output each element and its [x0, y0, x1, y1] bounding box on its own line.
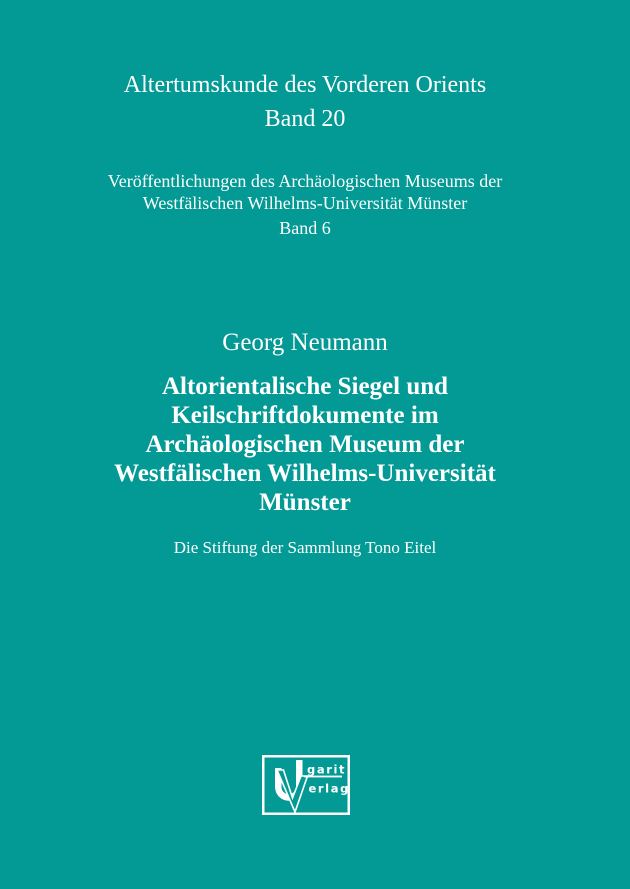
- subseries-band-number: Band 6: [279, 218, 331, 238]
- book-title-line-5: Münster: [259, 489, 351, 516]
- subseries-line-2: Westfälischen Wilhelms-Universität Münster: [142, 193, 468, 213]
- logo-text-garit: garit: [307, 762, 347, 777]
- series-title: Altertumskunde des Vorderen Orients: [123, 72, 487, 98]
- ugarit-verlag-logo-icon: [262, 755, 350, 815]
- series-band-number: Band 20: [264, 106, 346, 132]
- book-title-line-3: Archäologischen Museum der: [145, 431, 465, 458]
- subseries-title: [0, 170, 610, 214]
- author-name: Georg Neumann: [222, 329, 388, 356]
- book-title-line-4: Westfälischen Wilhelms-Universität: [114, 460, 496, 487]
- logo-text-erlag: erlag: [308, 781, 350, 796]
- book-title-line-2: Keilschriftdokumente im: [171, 402, 439, 429]
- book-title: [0, 372, 610, 517]
- publisher-logo: [262, 755, 350, 815]
- book-title-line-1: Altorientalische Siegel und: [161, 373, 449, 400]
- book-subtitle: Die Stiftung der Sammlung Tono Eitel: [173, 538, 437, 557]
- subseries-line-1: Veröffentlichungen des Archäologischen Museums der: [107, 171, 503, 191]
